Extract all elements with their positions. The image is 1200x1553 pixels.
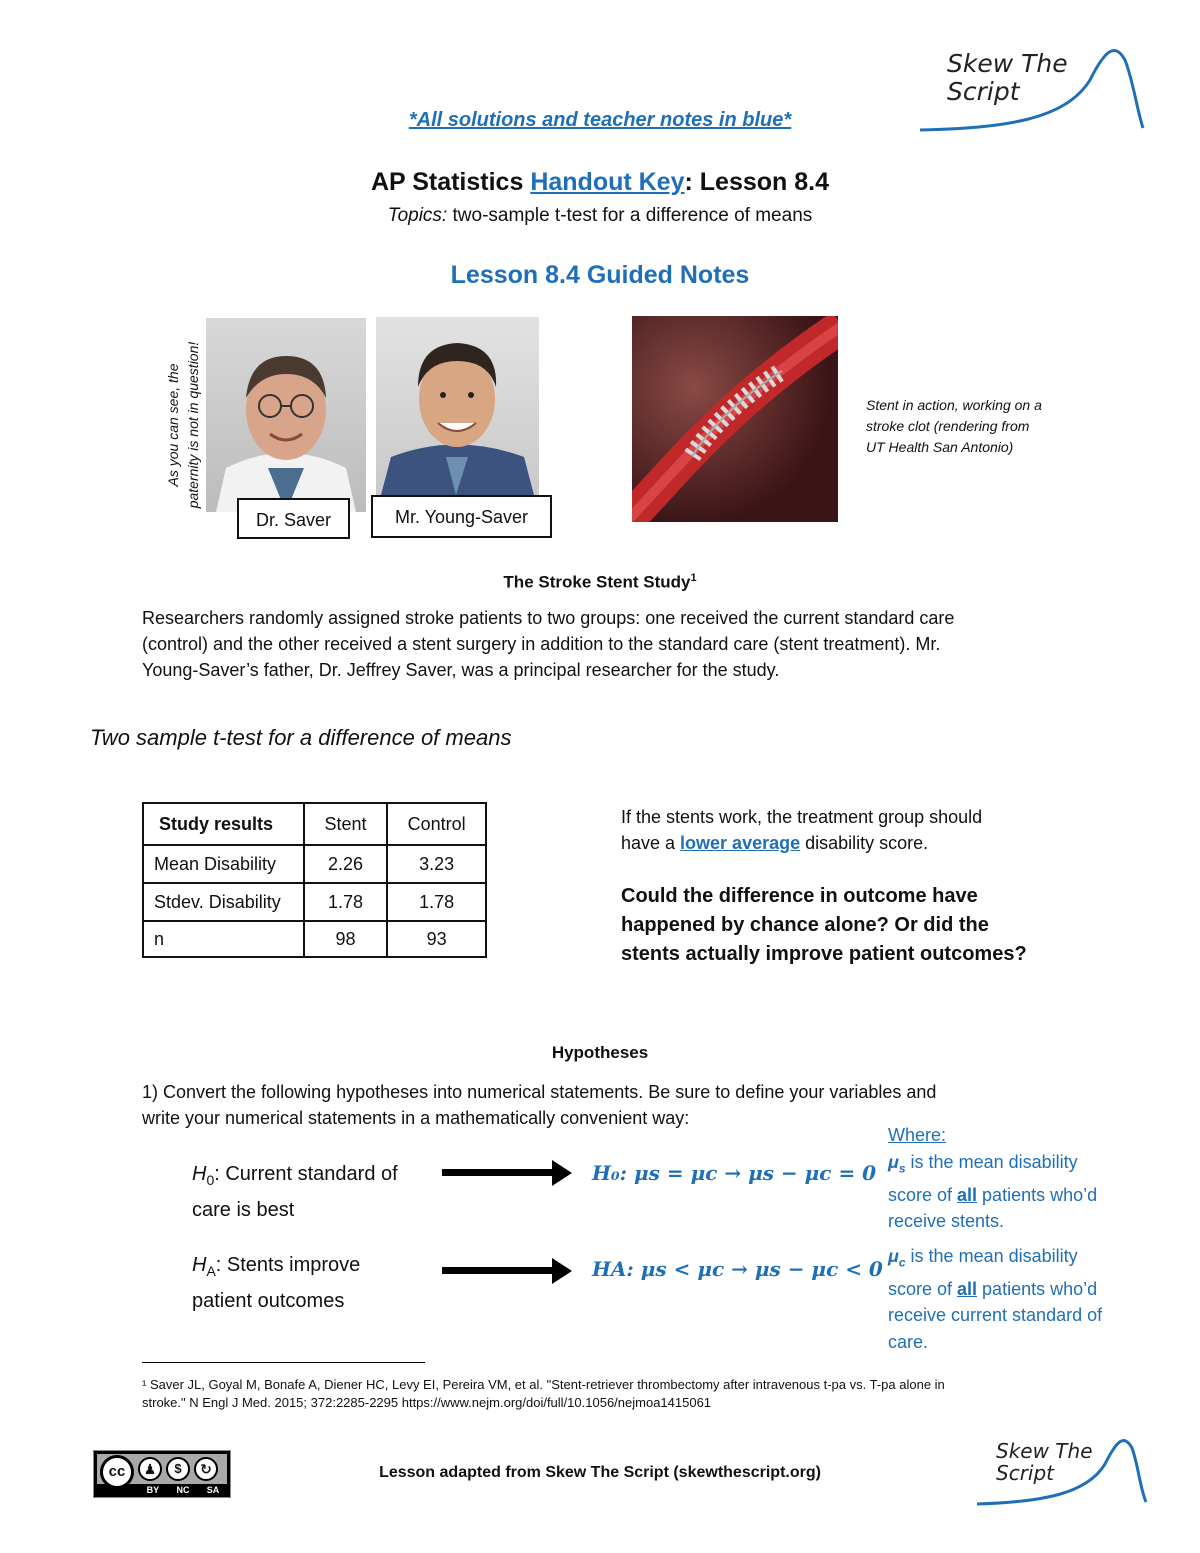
by-icon: ♟ [138, 1457, 162, 1481]
ha-math: HA: μs < μc → μs − μc < 0 [592, 1257, 883, 1281]
table-header-cell: Control [387, 803, 486, 845]
footnote [142, 1376, 1102, 1412]
treatment-note-line1: If the stents work, the treatment group should [621, 807, 983, 827]
where-s-all: all [957, 1184, 978, 1205]
title-suffix: : Lesson 8.4 [684, 168, 829, 196]
footnote-divider [142, 1362, 425, 1363]
table-cell: 2.26 [304, 845, 388, 883]
h0-text2: care is best [192, 1199, 295, 1221]
license-nc: NC [176, 1485, 190, 1495]
h0-text1: : Current standard of [214, 1163, 398, 1185]
hypotheses-heading: Hypotheses [551, 1043, 649, 1062]
dr-saver-label: Dr. Saver [237, 498, 350, 539]
logo-line2: Script [947, 76, 1020, 106]
question-line2: happened by chance alone? Or did the [621, 914, 989, 936]
handout-key-link[interactable]: Handout Key [530, 168, 685, 196]
h0-subscript: 0 [206, 1172, 215, 1188]
topics-line [0, 205, 1200, 227]
sa-icon: ↻ [194, 1457, 218, 1481]
table-cell: Stdev. Disability [143, 883, 304, 921]
license-sa: SA [206, 1485, 220, 1495]
portrait-graphic [376, 317, 539, 495]
ha-subscript: A [206, 1263, 216, 1279]
where-s-line2-post: patients who’d [977, 1184, 1098, 1205]
ttest-heading: Two sample t-test for a difference of means [90, 725, 512, 750]
ha-text1: : Stents improve [215, 1254, 361, 1276]
stent-caption [866, 395, 1126, 458]
stent-caption-line3: UT Health San Antonio) [866, 439, 1014, 455]
logo-bottom-line1: Skew The [996, 1439, 1093, 1463]
guiding-question [621, 882, 1101, 969]
lower-average-answer: lower average [680, 833, 801, 853]
stent-graphic [632, 316, 838, 522]
title-prefix: AP Statistics [370, 168, 531, 196]
footnote-line1: ¹ Saver JL, Goyal M, Bonafe A, Diener HC, Levy EI, Pereira VM, et al. "Stent-retriever thrombectomy after intravenous t-pa vs. T-pa alone in [142, 1377, 945, 1392]
table-cell: 1.78 [387, 883, 486, 921]
study-title [0, 572, 1200, 593]
dr-saver-photo [206, 318, 366, 512]
study-line2: (control) and the other received a stent surgery in addition to the standard care (stent treatment). Mr. [142, 634, 941, 654]
portrait-graphic [206, 318, 366, 512]
paternity-note-line1: As you can see, the [165, 363, 181, 487]
question-line3: stents actually improve patient outcomes? [621, 943, 1027, 965]
footer-credit: Lesson adapted from Skew The Script (skewthescript.org) [379, 1464, 821, 1481]
table-cell: 93 [387, 921, 486, 957]
stent-caption-line1: Stent in action, working on a [866, 397, 1042, 413]
where-title: Where: [888, 1125, 947, 1145]
table-row [143, 921, 486, 957]
where-s-line2-pre: score of [888, 1184, 958, 1205]
table-cell: 3.23 [387, 845, 486, 883]
instruction-line2: write your numerical statements in a mathematically convenient way: [142, 1108, 690, 1128]
license-by: BY [146, 1485, 160, 1495]
table-cell: Mean Disability [143, 845, 304, 883]
where-c-line4: care. [888, 1331, 929, 1352]
logo-bottom [972, 1432, 1152, 1512]
variable-definitions [888, 1122, 1168, 1355]
paternity-note-line2: paternity is not in question! [185, 341, 201, 509]
study-title-text: The Stroke Stent Study [503, 572, 691, 592]
topics-label: Topics: [387, 205, 448, 226]
paternity-note [163, 320, 203, 530]
h0-arrow [442, 1160, 572, 1186]
where-s-line1: is the mean disability [905, 1151, 1078, 1172]
where-c-line3: receive current standard of [888, 1305, 1103, 1326]
mr-young-saver-label: Mr. Young-Saver [371, 495, 552, 538]
where-c-line2-post: patients who’d [977, 1278, 1098, 1299]
table-cell: 98 [304, 921, 388, 957]
where-c-line2-pre: score of [888, 1278, 958, 1299]
solutions-banner: *All solutions and teacher notes in blue* [408, 109, 792, 131]
ha-arrow [442, 1258, 572, 1284]
study-footnote-mark: 1 [690, 572, 697, 584]
table-header-row [143, 803, 486, 845]
page-title [0, 168, 1200, 197]
ha-statement [192, 1250, 442, 1316]
h0-statement [192, 1159, 442, 1225]
where-c-all: all [957, 1278, 978, 1299]
table-cell: 1.78 [304, 883, 388, 921]
question-line1: Could the difference in outcome have [621, 885, 978, 907]
mu-c-symbol: $\mu_c$ [888, 1245, 906, 1270]
logo-bottom-line2: Script [996, 1461, 1055, 1485]
cc-icon: cc [100, 1455, 134, 1489]
table-row [143, 883, 486, 921]
logo-line1: Skew The [947, 49, 1068, 78]
ha-symbol: H [192, 1254, 207, 1276]
nc-icon: $ [166, 1457, 190, 1481]
section-heading: Lesson 8.4 Guided Notes [450, 261, 750, 289]
h0-math: H₀: μs = μc → μs − μc = 0 [592, 1161, 877, 1185]
treatment-note [621, 804, 1101, 856]
mu-s-symbol: $\mu_s$ [888, 1151, 906, 1176]
table-header-cell: Study results [143, 803, 304, 845]
where-s-line3: receive stents. [888, 1211, 1005, 1232]
footnote-line2: stroke." N Engl J Med. 2015; 372:2285-2295 https://www.nejm.org/doi/full/10.1056/nejmoa1415061 [142, 1395, 712, 1410]
h0-symbol: H [192, 1163, 207, 1185]
where-c-line1: is the mean disability [905, 1245, 1078, 1266]
mr-young-saver-photo [376, 317, 539, 495]
treatment-note-suffix: disability score. [800, 833, 929, 853]
topics-text: two-sample t-test for a difference of means [447, 205, 813, 226]
treatment-note-prefix: have a [621, 833, 681, 853]
study-results-table [142, 802, 487, 958]
stent-caption-line2: stroke clot (rendering from [866, 418, 1030, 434]
instruction-line1: 1) Convert the following hypotheses into numerical statements. Be sure to define your variables and [142, 1082, 937, 1102]
table-row [143, 845, 486, 883]
study-line3: Young-Saver’s father, Dr. Jeffrey Saver, was a principal researcher for the study. [142, 660, 780, 680]
table-header-cell: Stent [304, 803, 388, 845]
study-description [142, 605, 1102, 683]
stent-image [632, 316, 838, 522]
table-cell: n [143, 921, 304, 957]
ha-text2: patient outcomes [192, 1290, 345, 1312]
study-line1: Researchers randomly assigned stroke patients to two groups: one received the current standard care [142, 608, 955, 628]
